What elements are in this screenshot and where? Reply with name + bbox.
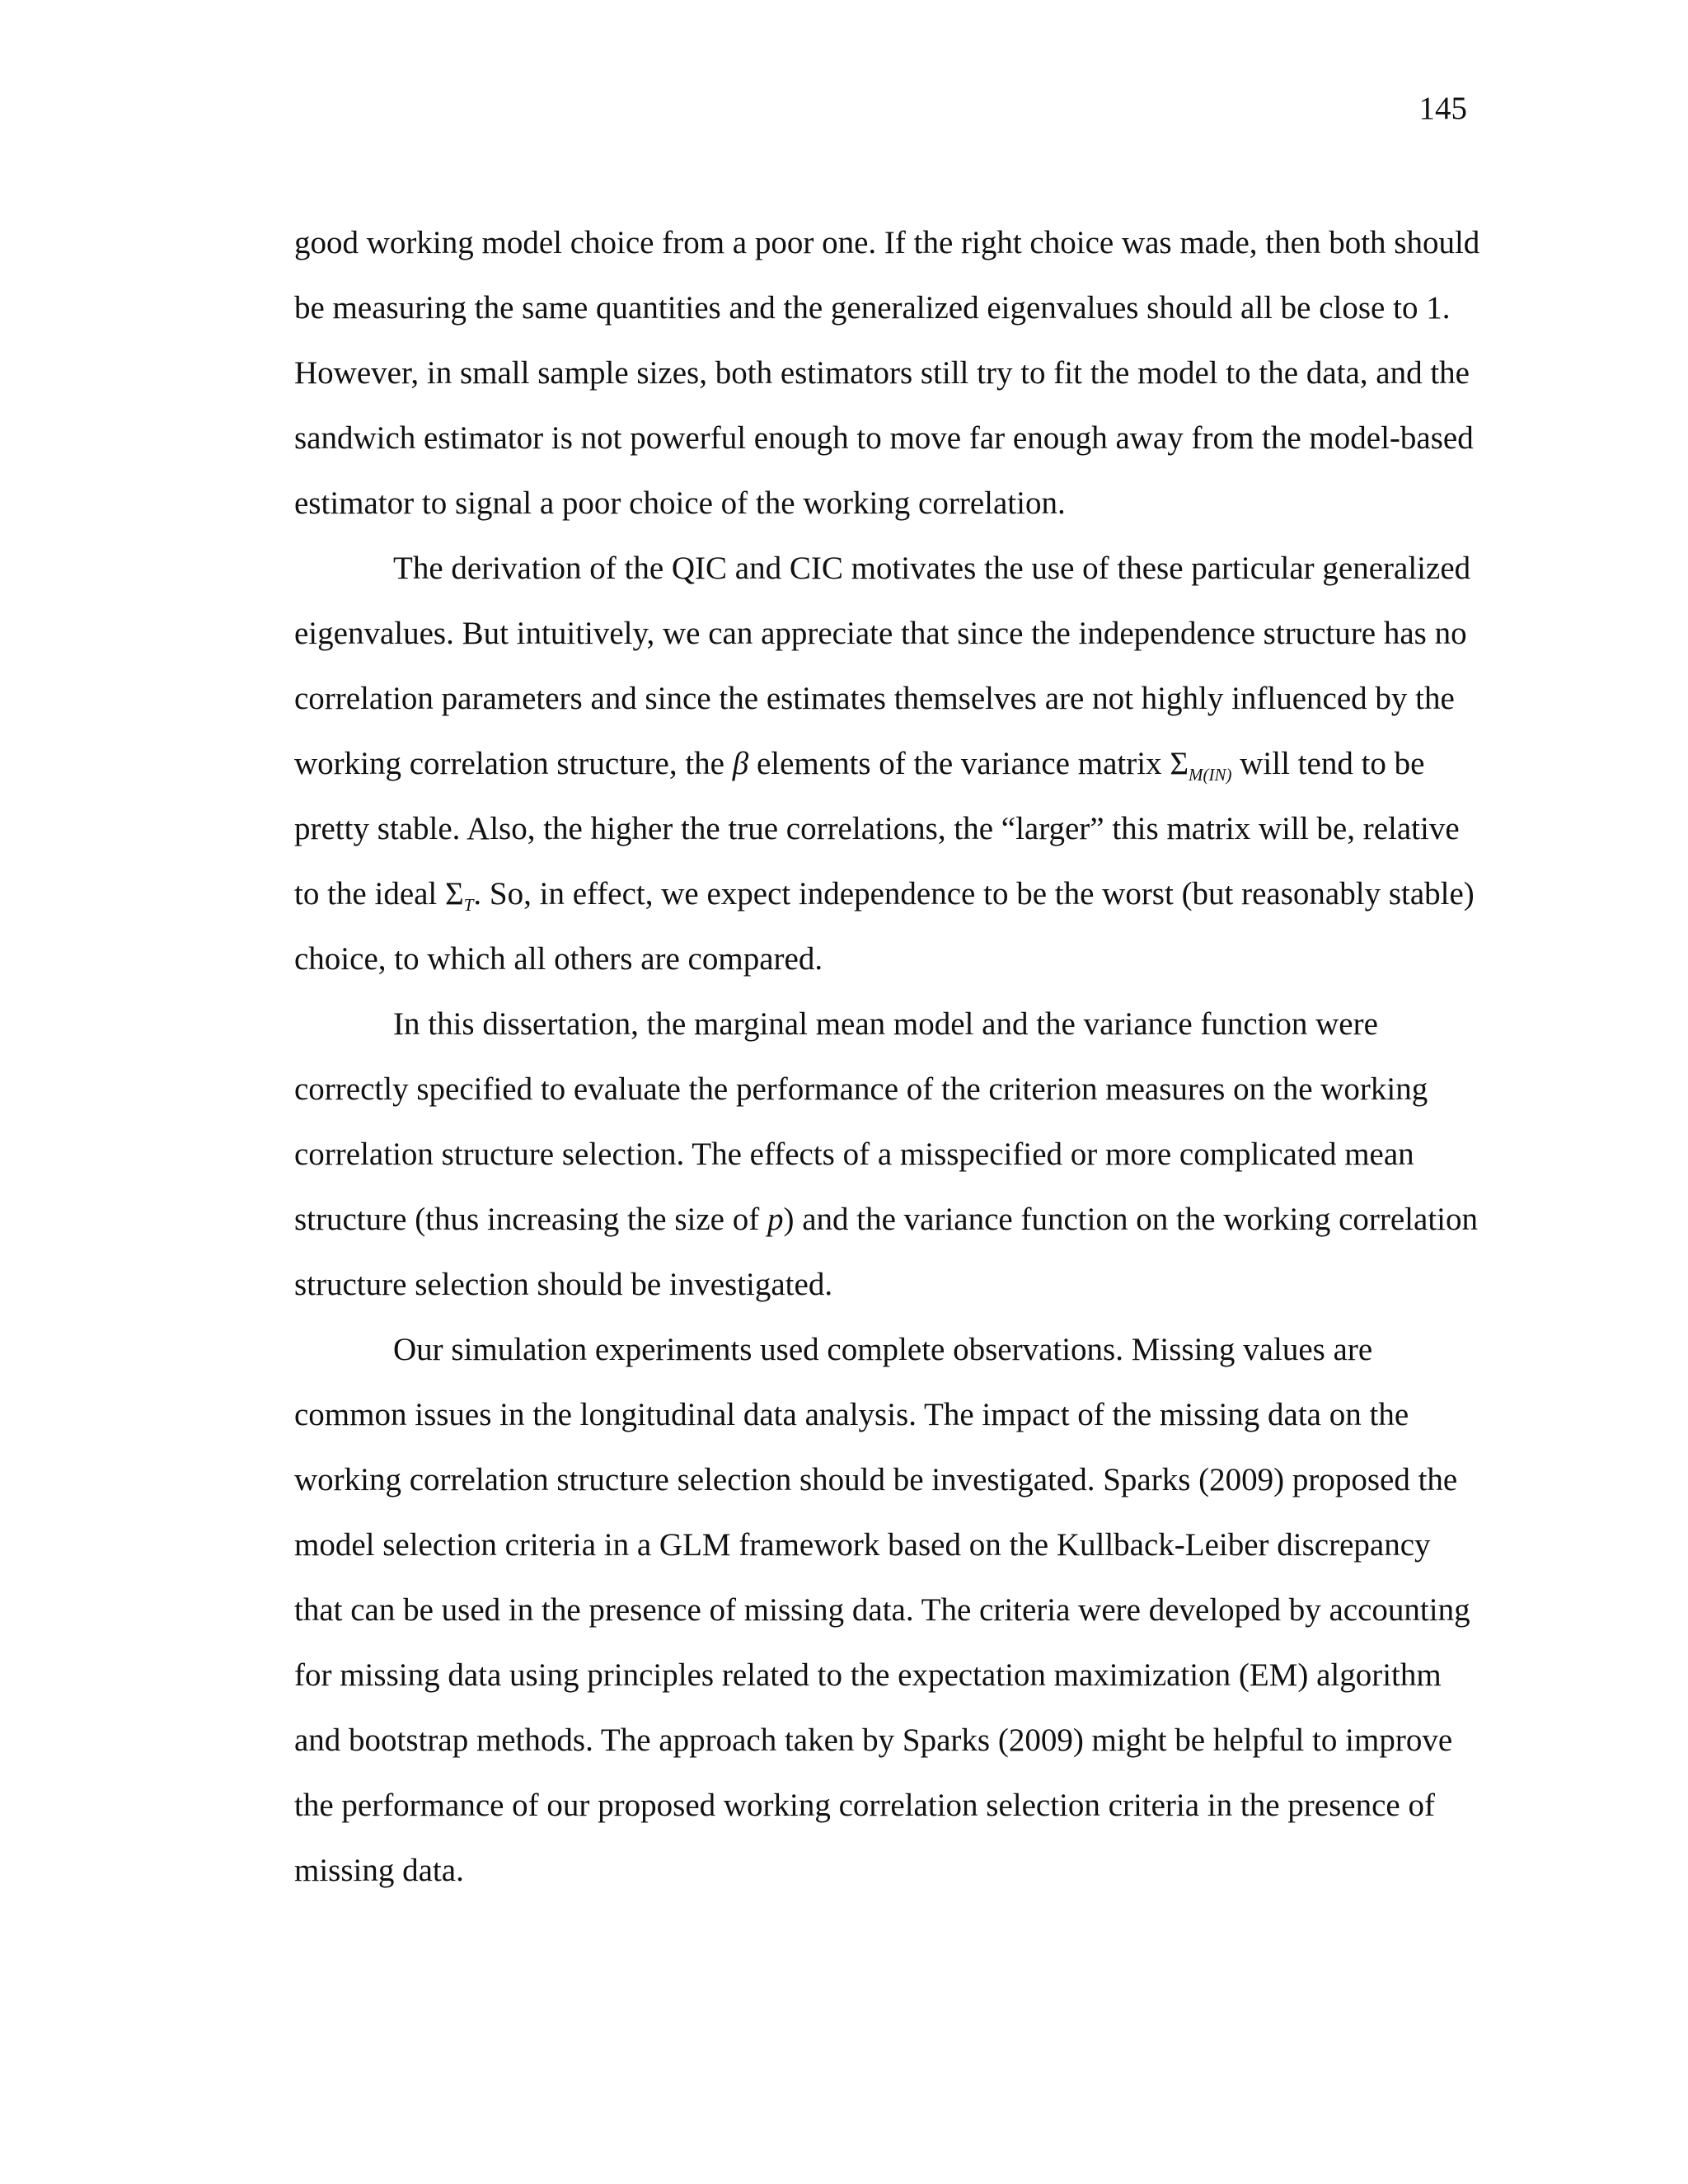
- paragraph-text: ) and the variance function on the working correlation structure selection should be investigated.: [294, 1202, 1479, 1302]
- math-sigma-t: [445, 876, 474, 915]
- paragraph-1: [294, 210, 1481, 536]
- sigma-subscript: T: [463, 895, 474, 915]
- beta-symbol: β: [732, 746, 749, 781]
- paragraph-text: Our simulation experiments used complete observations. Missing values are common issues in the longitudinal data analysis. The impact of the missing data on the working correlation structure selection should be investigated. Sparks (2009) proposed the model selection criteria in a GLM framework based on the Kullback-Leiber discrepancy that can be used in the presence of missing data. The criteria were developed by accounting for missing data using principles related to the expectation maximization (EM) algorithm and bootstrap methods. The approach taken by Sparks (2009) might be helpful to improve the performance of our proposed working correlation selection criteria in the presence of missing data.: [294, 1332, 1470, 1888]
- document-body: [294, 210, 1481, 1903]
- paragraph-text: good working model choice from a poor one. If the right choice was made, then both should be measuring the same quantities and the generalized eigenvalues should all be close to 1. However, in small sample sizes, both estimators still try to fit the model to the data, and the sandwich estimator is not powerful enough to move far enough away from the model-based estimator to signal a poor choice of the working correlation.: [294, 225, 1480, 521]
- paragraph-text: The derivation of the QIC and CIC motivates the use of these particular generalized eigenvalues. But intuitively, we can appreciate that since the independence structure has no correlation parameters and since the estimates themselves are not highly influenced by the working correlation structure, the: [294, 551, 1471, 781]
- sigma-symbol: Σ: [445, 876, 464, 912]
- paragraph-3: [294, 991, 1481, 1317]
- paragraph-4: [294, 1317, 1481, 1903]
- math-sigma-m-in: [1170, 746, 1232, 785]
- math-beta-symbol: [733, 746, 748, 781]
- paragraph-text: In this dissertation, the marginal mean model and the variance function were correctly specified to evaluate the performance of the criterion measures on the working correlation structure selection. The effects of a misspecified or more complicated mean structure (thus increasing the size of: [294, 1006, 1428, 1237]
- paragraph-text: . So, in effect, we expect independence to be the worst (but reasonably stable) choice, to which all others are compared.: [294, 876, 1475, 977]
- paragraph-2: [294, 536, 1481, 991]
- sigma-subscript: M(IN): [1189, 765, 1232, 785]
- sigma-symbol: Σ: [1170, 746, 1189, 781]
- page-number: 145: [1418, 91, 1467, 126]
- paragraph-text: elements of the variance matrix: [748, 746, 1170, 781]
- paragraph-text: will tend to be pretty stable. Also, the higher the true correlations, the “larger” this matrix will be, relative to the ideal: [294, 746, 1460, 912]
- math-p-symbol: p: [767, 1202, 784, 1237]
